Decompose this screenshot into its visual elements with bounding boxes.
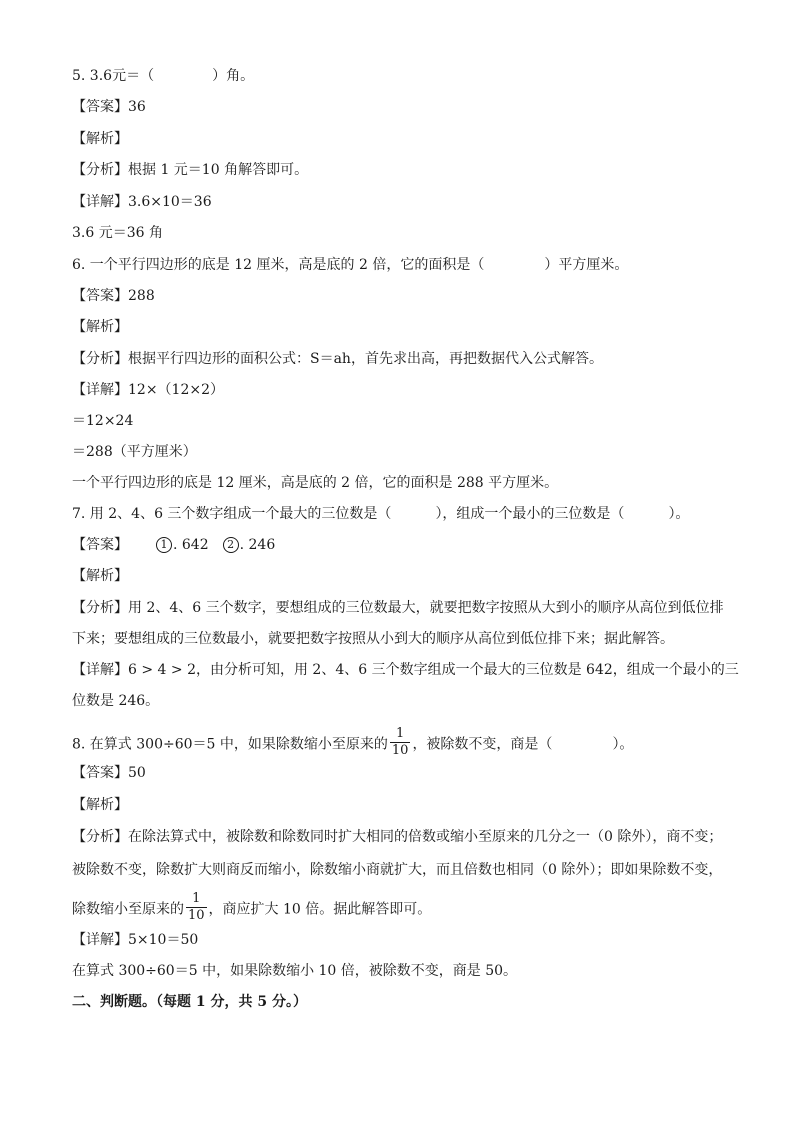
- q6-fenxi: 【分析】根据平行四边形的面积公式：S＝ah，首先求出高，再把数据代入公式解答。: [72, 351, 603, 367]
- q7-stem-text: 7. 用 2、4、6 三个数字组成一个最大的三位数是（: [72, 506, 392, 522]
- q8-fenxi-2: 被除数不变，除数扩大则商反而缩小，除数缩小商就扩大，而且倍数也相同（0 除外）；即如果除数不变，: [72, 862, 723, 878]
- q7-answer-label: 【答案】: [72, 537, 128, 553]
- section-heading: 二、判断题。（每题 1 分，共 5 分。）: [72, 994, 307, 1010]
- q7-stem: [72, 504, 722, 524]
- q7-analysis-label: 【解析】: [72, 568, 128, 584]
- q8-detail-2: 在算式 300÷60＝5 中，如果除数缩小 10 倍，被除数不变，商是 50。: [72, 963, 518, 979]
- q8-fenxi-fraction: [186, 891, 207, 924]
- q5-detail-2: 3.6 元＝36 角: [72, 225, 163, 241]
- q8-fenxi-3-text: 除数缩小至原来的: [72, 901, 184, 918]
- q8-fenxi-3-tail: ，商应扩大 10 倍。据此解答即可。: [208, 901, 432, 918]
- circled-two-icon: 2: [223, 537, 239, 553]
- q5-stem: [72, 66, 722, 86]
- q6-detail-4: 一个平行四边形的底是 12 厘米，高是底的 2 倍，它的面积是 288 平方厘米。: [72, 475, 559, 491]
- q8-fenxi-1: 【分析】在除法算式中，被除数和除数同时扩大相同的倍数或缩小至原来的几分之一（0 除外），商不变；: [72, 829, 723, 845]
- q5-stem-text: 5. 3.6元＝（: [72, 68, 155, 84]
- q7-fenxi-2: 下来；要想组成的三位数最小，就要把数字按照从小到大的顺序从高位到低位排下来；据此解答。: [72, 631, 674, 647]
- q7-detail-1: 【详解】6 > 4 > 2，由分析可知，用 2、4、6 三个数字组成一个最大的三位数是 642，组成一个最小的三: [72, 662, 739, 678]
- q7-stem-tail: ）。: [668, 506, 690, 522]
- q7-answer-2: . 246: [239, 537, 276, 553]
- q8-fenxi-fraction-numerator: 1: [192, 891, 201, 906]
- q5-stem-tail: ）角。: [212, 68, 255, 84]
- q6-stem-text: 6. 一个平行四边形的底是 12 厘米，高是底的 2 倍，它的面积是（: [72, 257, 485, 273]
- q7-answer: [72, 535, 722, 555]
- q6-detail-1: 【详解】12×（12×2）: [72, 382, 224, 398]
- q8-stem-tail: ）。: [612, 736, 634, 753]
- q7-stem-mid: ），组成一个最小的三位数是（: [435, 506, 625, 522]
- q8-fenxi-fraction-denominator: 10: [188, 908, 205, 923]
- q8-fraction-numerator: 1: [396, 726, 405, 741]
- q8-answer: 【答案】50: [72, 765, 146, 781]
- q8-stem: [72, 728, 722, 761]
- q6-stem-tail: ）平方厘米。: [544, 257, 629, 273]
- q6-detail-3: ＝288（平方厘米）: [72, 444, 197, 460]
- q7-fenxi-1: 【分析】用 2、4、6 三个数字，要想组成的三位数最大，就要把数字按照从大到小的顺序从高位到低位排: [72, 600, 724, 616]
- q6-answer: 【答案】288: [72, 288, 155, 304]
- q6-stem: [72, 255, 722, 275]
- q8-fraction: [390, 726, 411, 759]
- q8-analysis-label: 【解析】: [72, 797, 128, 813]
- q8-fenxi-3: [72, 893, 722, 926]
- q5-fenxi: 【分析】根据 1 元＝10 角解答即可。: [72, 162, 309, 178]
- q8-stem-text: 8. 在算式 300÷60＝5 中，如果除数缩小至原来的: [72, 736, 388, 753]
- q5-detail-1: 【详解】3.6×10＝36: [72, 194, 212, 210]
- circled-one-icon: 1: [156, 537, 172, 553]
- q6-detail-2: ＝12×24: [72, 413, 134, 429]
- q6-analysis-label: 【解析】: [72, 319, 128, 335]
- q5-analysis-label: 【解析】: [72, 131, 128, 147]
- q8-fraction-denominator: 10: [391, 743, 409, 758]
- q8-detail-1: 【详解】5×10＝50: [72, 932, 199, 948]
- q7-answer-1: . 642: [173, 537, 209, 553]
- q7-detail-2: 位数是 246。: [72, 693, 160, 709]
- q8-stem-mid: ，被除数不变，商是（: [412, 736, 553, 753]
- q5-answer: 【答案】36: [72, 99, 146, 115]
